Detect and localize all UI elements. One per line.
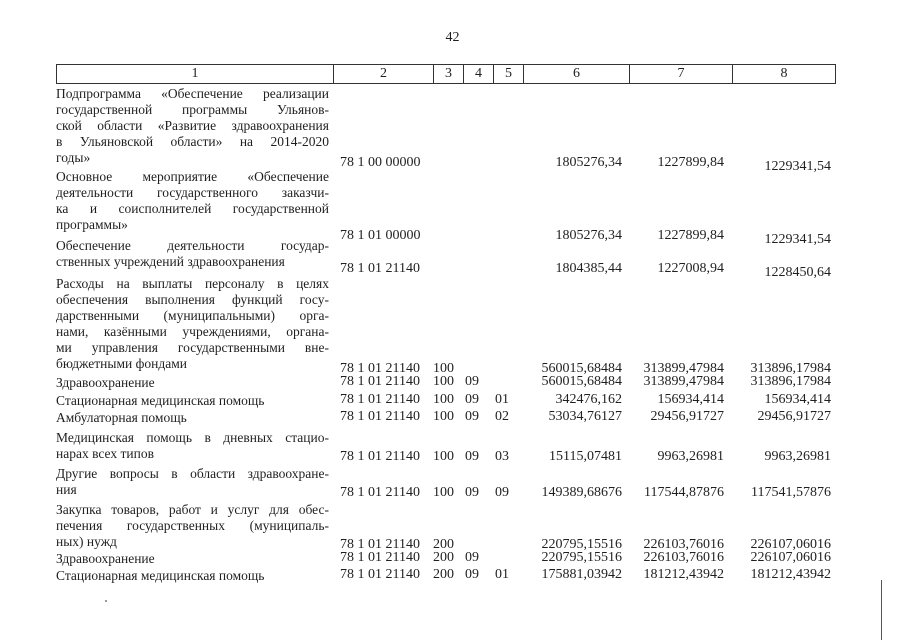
value-col-7-cell: 313899,47984: [643, 374, 724, 389]
section-cell: 09: [465, 392, 479, 407]
subsection-cell: 09: [495, 485, 509, 500]
header-col-6: 6: [523, 65, 629, 83]
row-description: [56, 410, 329, 426]
budget-code-cell: 78 1 01 21140: [340, 537, 420, 552]
description-line: Медицинская помощь в дневных стацио-: [56, 430, 329, 445]
value-col-8-cell: 1229341,54: [764, 159, 831, 174]
value-col-7-cell: 156934,414: [657, 392, 724, 407]
row-description: [56, 238, 329, 270]
subsection-cell: 03: [495, 449, 509, 464]
value-col-7-cell: 1227008,94: [657, 261, 724, 276]
description-line: Закупка товаров, работ и услуг для обес-: [56, 502, 329, 517]
value-col-7-cell: 29456,91727: [650, 409, 724, 424]
description-line: нами, казёнными учреждениями, органа-: [56, 323, 329, 339]
description-line: ственных учреждений здравоохранения: [56, 253, 285, 269]
header-col-8: 8: [732, 65, 835, 83]
expense-type-cell: 100: [433, 409, 454, 424]
description-line: ных) нужд: [56, 533, 117, 549]
section-cell: 09: [465, 409, 479, 424]
expense-type-cell: 100: [433, 449, 454, 464]
description-line: Стационарная медицинская помощь: [56, 393, 265, 408]
header-col-2: 2: [333, 65, 433, 83]
description-line: обеспечения выполнения функций госу-: [56, 291, 329, 307]
budget-code-cell: 78 1 01 21140: [340, 361, 420, 376]
value-col-6-cell: 149389,68676: [541, 485, 622, 500]
description-line: Другие вопросы в области здравоохране-: [56, 466, 329, 481]
value-col-8-cell: 226107,06016: [750, 550, 831, 565]
row-description: [56, 169, 329, 233]
description-line: деятельности государственного заказчи-: [56, 184, 329, 200]
row-description: [56, 276, 329, 371]
margin-line: [881, 580, 882, 640]
value-col-6-cell: 220795,15516: [541, 550, 622, 565]
value-col-8-cell: 29456,91727: [757, 409, 831, 424]
description-line: Здравоохранение: [56, 375, 155, 390]
description-line: бюджетными фондами: [56, 355, 187, 371]
value-col-6-cell: 560015,68484: [541, 361, 622, 376]
description-line: годы»: [56, 149, 91, 165]
value-col-7-cell: 313899,47984: [643, 361, 724, 376]
value-col-6-cell: 53034,76127: [548, 409, 622, 424]
value-col-6-cell: 1805276,34: [555, 155, 622, 170]
budget-code-cell: 78 1 01 21140: [340, 485, 420, 500]
value-col-6-cell: 342476,162: [555, 392, 622, 407]
budget-code-cell: 78 1 01 21140: [340, 392, 420, 407]
budget-code-cell: 78 1 00 00000: [340, 155, 421, 170]
budget-code-cell: 78 1 01 21140: [340, 374, 420, 389]
header-col-4: 4: [463, 65, 493, 83]
value-col-8-cell: 1228450,64: [764, 265, 831, 280]
description-line: Расходы на выплаты персоналу в целях: [56, 276, 329, 291]
value-col-8-cell: 9963,26981: [764, 449, 831, 464]
expense-type-cell: 100: [433, 392, 454, 407]
value-col-8-cell: 1229341,54: [764, 232, 831, 247]
section-cell: 09: [465, 449, 479, 464]
description-line: дарственными (муниципальными) орга-: [56, 307, 329, 323]
value-col-6-cell: 560015,68484: [541, 374, 622, 389]
description-line: Основное мероприятие «Обеспечение: [56, 169, 329, 184]
row-description: [56, 568, 329, 584]
row-description: [56, 430, 329, 462]
value-col-6-cell: 1805276,34: [555, 228, 622, 243]
value-col-8-cell: 117541,57876: [751, 485, 831, 500]
row-description: [56, 375, 329, 391]
expense-type-cell: 200: [433, 537, 454, 552]
budget-code-cell: 78 1 01 21140: [340, 567, 420, 582]
row-description: [56, 502, 329, 550]
value-col-7-cell: 1227899,84: [657, 228, 724, 243]
row-description: [56, 86, 329, 166]
header-col-1: 1: [191, 66, 199, 81]
table-header: [56, 64, 836, 84]
value-col-7-cell: 1227899,84: [657, 155, 724, 170]
value-col-8-cell: 156934,414: [764, 392, 831, 407]
value-col-6-cell: 15115,07481: [549, 449, 622, 464]
description-line: печения государственных (муниципаль-: [56, 517, 329, 533]
description-line: государственной программы Ульянов-: [56, 101, 329, 117]
expense-type-cell: 100: [433, 485, 454, 500]
budget-code-cell: 78 1 01 00000: [340, 228, 421, 243]
description-line: нарах всех типов: [56, 445, 154, 461]
value-col-7-cell: 181212,43942: [643, 567, 724, 582]
subsection-cell: 02: [495, 409, 509, 424]
description-line: ния: [56, 481, 77, 497]
description-line: Амбулаторная помощь: [56, 410, 187, 425]
value-col-6-cell: 220795,15516: [541, 537, 622, 552]
value-col-6-cell: 1804385,44: [555, 261, 622, 276]
budget-code-cell: 78 1 01 21140: [340, 449, 420, 464]
value-col-6-cell: 175881,03942: [541, 567, 622, 582]
expense-type-cell: 200: [433, 567, 454, 582]
page-number: 42: [445, 30, 460, 45]
description-line: Обеспечение деятельности государ-: [56, 238, 329, 253]
value-col-8-cell: 313896,17984: [750, 374, 831, 389]
header-col-5: 5: [493, 65, 523, 83]
section-cell: 09: [465, 550, 479, 565]
scan-speck: [105, 600, 107, 602]
row-description: [56, 393, 329, 409]
description-line: ми управления государственными вне-: [56, 339, 329, 355]
description-line: в Ульяновской области» на 2014-2020: [56, 133, 329, 149]
header-col-3: 3: [433, 65, 463, 83]
expense-type-cell: 100: [433, 374, 454, 389]
section-cell: 09: [465, 567, 479, 582]
value-col-8-cell: 226107,06016: [750, 537, 831, 552]
description-line: Здравоохранение: [56, 551, 155, 566]
budget-code-cell: 78 1 01 21140: [340, 409, 420, 424]
value-col-7-cell: 226103,76016: [643, 550, 724, 565]
subsection-cell: 01: [495, 567, 509, 582]
expense-type-cell: 100: [433, 361, 454, 376]
value-col-7-cell: 117544,87876: [644, 485, 724, 500]
value-col-7-cell: 226103,76016: [643, 537, 724, 552]
budget-code-cell: 78 1 01 21140: [340, 550, 420, 565]
subsection-cell: 01: [495, 392, 509, 407]
value-col-7-cell: 9963,26981: [657, 449, 724, 464]
budget-code-cell: 78 1 01 21140: [340, 261, 420, 276]
header-col-7: 7: [629, 65, 732, 83]
row-description: [56, 551, 329, 567]
description-line: программы»: [56, 216, 128, 232]
value-col-8-cell: 181212,43942: [750, 567, 831, 582]
value-col-8-cell: 313896,17984: [750, 361, 831, 376]
description-line: Стационарная медицинская помощь: [56, 568, 265, 583]
description-line: ской области «Развитие здравоохранения: [56, 117, 329, 133]
description-line: ка и соисполнителей государственной: [56, 200, 329, 216]
expense-type-cell: 200: [433, 550, 454, 565]
section-cell: 09: [465, 485, 479, 500]
row-description: [56, 466, 329, 498]
description-line: Подпрограмма «Обеспечение реализации: [56, 86, 329, 101]
section-cell: 09: [465, 374, 479, 389]
